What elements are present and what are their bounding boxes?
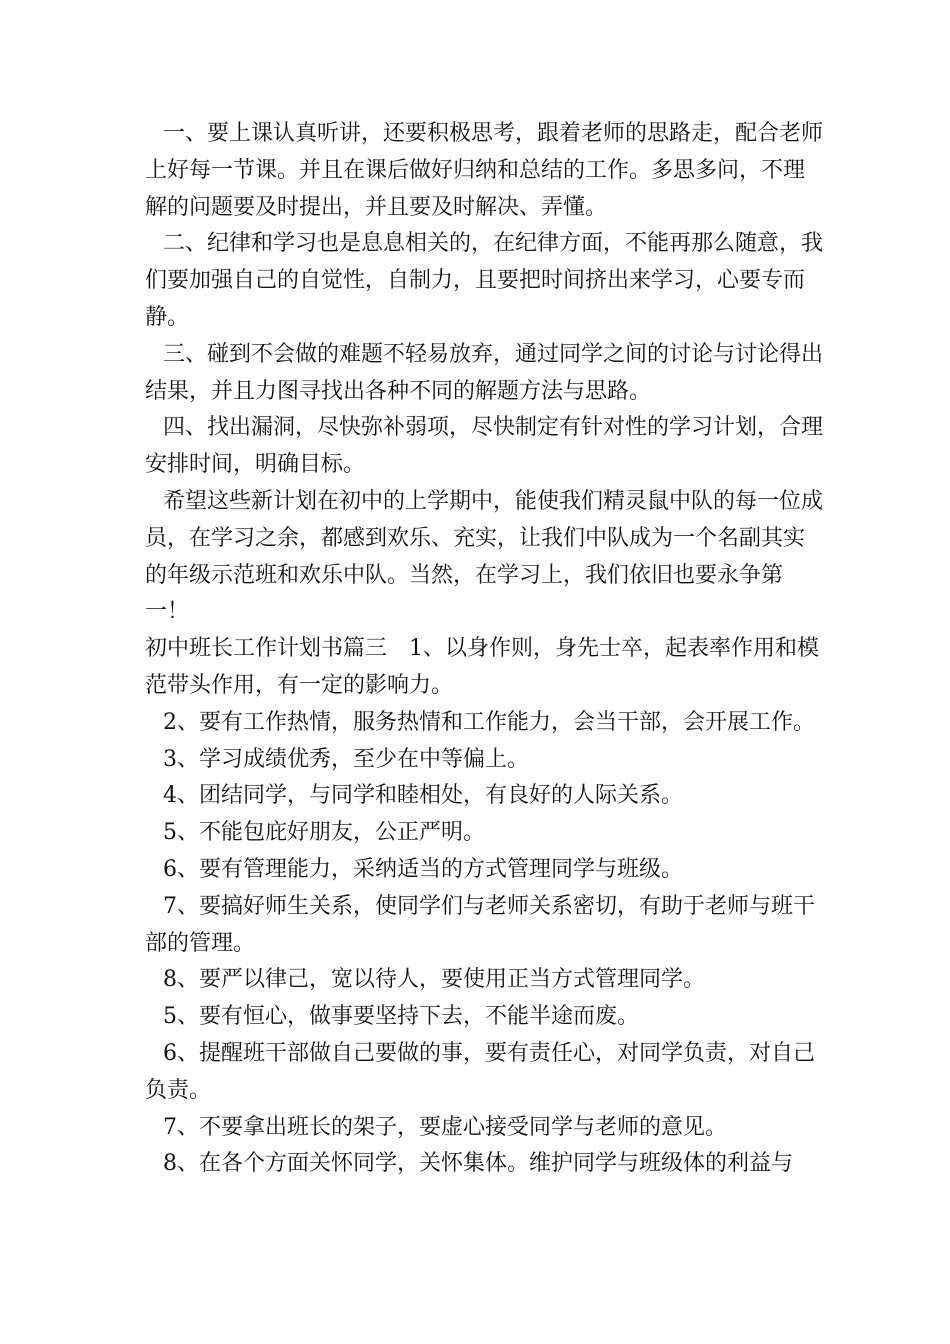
paragraph-find-gaps: 四、找出漏洞，尽快弥补弱项，尽快制定有针对性的学习计划，合理安排时间，明确目标。 xyxy=(145,415,824,478)
list-item: 5、不能包庇好朋友，公正严明。 xyxy=(163,820,485,846)
paragraph-study-focus: 一、要上课认真听讲，还要积极思考，跟着老师的思路走，配合老师上好每一节课。并且在课后做好归纳和总结的工作。多思多问，不理解的问题要及时提出，并且要及时解决、弄懂。 xyxy=(145,121,824,220)
document-body xyxy=(145,116,825,1183)
list-item: 2、要有工作热情，服务热情和工作能力，会当干部，会开展工作。 xyxy=(163,709,815,735)
list-item: 6、提醒班干部做自己要做的事，要有责任心，对同学负责，对自己负责。 xyxy=(145,1040,815,1103)
list-item: 5、要有恒心，做事要坚持下去，不能半途而废。 xyxy=(163,1004,639,1030)
paragraph-hope: 希望这些新计划在初中的上学期中，能使我们精灵鼠中队的每一位成员，在学习之余，都感到欢乐、充实，让我们中队成为一个名副其实的年级示范班和欢乐中队。当然，在学习上，我们依旧也要永争第一！ xyxy=(145,488,824,625)
paragraph-hard-problems: 三、碰到不会做的难题不轻易放弃，通过同学之间的讨论与讨论得出结果，并且力图寻找出各种不同的解题方法与思路。 xyxy=(145,341,824,404)
list-item: 4、团结同学，与同学和睦相处，有良好的人际关系。 xyxy=(163,783,683,809)
list-item: 7、不要拿出班长的架子，要虚心接受同学与老师的意见。 xyxy=(163,1114,727,1140)
list-item: 8、在各个方面关怀同学，关怀集体。维护同学与班级体的利益与 xyxy=(163,1151,793,1177)
list-item: 8、要严以律己，宽以待人，要使用正当方式管理同学。 xyxy=(163,967,705,993)
list-item: 6、要有管理能力，采纳适当的方式管理同学与班级。 xyxy=(163,856,683,882)
paragraph-section-three: 初中班长工作计划书篇三 1、以身作则，身先士卒，起表率作用和模范带头作用，有一定的影响力。 xyxy=(145,636,819,698)
paragraph-discipline: 二、纪律和学习也是息息相关的，在纪律方面，不能再那么随意，我们要加强自己的自觉性，自制力，且要把时间挤出来学习，心要专而静。 xyxy=(145,231,824,330)
list-item: 7、要搞好师生关系，使同学们与老师关系密切，有助于老师与班干部的管理。 xyxy=(145,893,815,956)
list-item: 3、学习成绩优秀，至少在中等偏上。 xyxy=(163,746,529,772)
